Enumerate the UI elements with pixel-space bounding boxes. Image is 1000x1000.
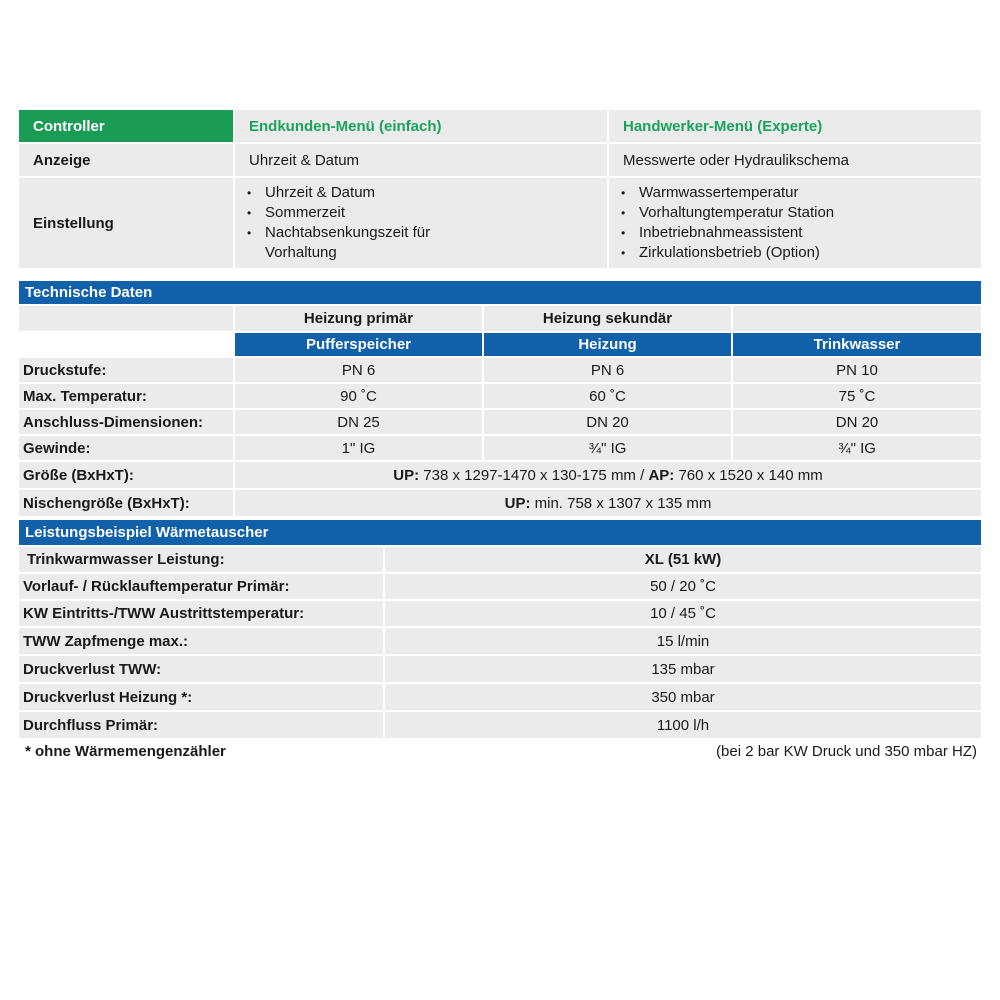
leistung-label-4: Druckverlust TWW: — [19, 656, 383, 682]
list-item: • Vorhaltungtemperatur Station — [617, 203, 834, 223]
nischengroesse-value — [235, 490, 981, 516]
group-header-heizung-sekundaer: Heizung sekundär — [484, 306, 731, 331]
subheader-trinkwasser: Trinkwasser — [733, 333, 981, 356]
leistungsbeispiel-title: Leistungsbeispiel Wärmetauscher — [19, 518, 981, 545]
leistung-label-5: Druckverlust Heizung *: — [19, 684, 383, 710]
einstellung-handwerker-list — [617, 183, 834, 263]
footnote-left: * ohne Wärmemengenzähler — [25, 743, 226, 760]
einstellung-endkunden-list — [243, 183, 445, 263]
nische-up-value: min. 758 x 1307 x 135 mm — [530, 494, 712, 512]
groesse-up-label: UP: — [393, 466, 420, 484]
anschluss-dimensionen-label: Anschluss-Dimensionen: — [19, 410, 233, 434]
max-temperatur-heizung: 60 ˚C — [484, 384, 731, 408]
tech-empty-header — [19, 306, 233, 331]
groesse-ap-label: AP: — [648, 466, 675, 484]
einstellung-label: Einstellung — [19, 178, 233, 268]
technische-daten-title: Technische Daten — [19, 279, 981, 304]
groesse-label: Größe (BxHxT): — [19, 462, 233, 488]
nische-up-label: UP: — [504, 494, 531, 512]
groesse-value — [235, 462, 981, 488]
druckstufe-trinkwasser: PN 10 — [733, 358, 981, 382]
subheader-heizung: Heizung — [484, 333, 731, 356]
leistung-value-4: 135 mbar — [385, 656, 981, 682]
anzeige-handwerker: Messwerte oder Hydraulikschema — [609, 144, 981, 176]
druckstufe-heizung: PN 6 — [484, 358, 731, 382]
list-item: • Zirkulationsbetrieb (Option) — [617, 243, 834, 263]
nischengroesse-label: Nischengröße (BxHxT): — [19, 490, 233, 516]
footnote-right: (bei 2 bar KW Druck und 350 mbar HZ) — [716, 743, 977, 760]
anschluss-heizung: DN 20 — [484, 410, 731, 434]
list-item: • Nachtabsenkungszeit für Vorhaltung — [243, 223, 445, 263]
einstellung-endkunden — [235, 178, 607, 268]
group-header-heizung-primaer: Heizung primär — [235, 306, 482, 331]
anzeige-endkunden: Uhrzeit & Datum — [235, 144, 607, 176]
list-item: • Inbetriebnahmeassistent — [617, 223, 834, 243]
leistung-label-1: Vorlauf- / Rücklauftemperatur Primär: — [19, 574, 383, 599]
list-item: • Sommerzeit — [243, 203, 445, 223]
leistung-label-0: Trinkwarmwasser Leistung: — [19, 547, 383, 572]
max-temperatur-pufferspeicher: 90 ˚C — [235, 384, 482, 408]
anschluss-trinkwasser: DN 20 — [733, 410, 981, 434]
leistung-label-6: Durchfluss Primär: — [19, 712, 383, 738]
handwerker-menu-header: Handwerker-Menü (Experte) — [609, 110, 981, 142]
leistung-value-0: XL (51 kW) — [385, 547, 981, 572]
anschluss-pufferspeicher: DN 25 — [235, 410, 482, 434]
list-item: • Warmwassertemperatur — [617, 183, 834, 203]
anzeige-label: Anzeige — [19, 144, 233, 176]
endkunden-menu-header: Endkunden-Menü (einfach) — [235, 110, 607, 142]
gewinde-trinkwasser: ¾" IG — [733, 436, 981, 460]
subheader-pufferspeicher: Pufferspeicher — [235, 333, 482, 356]
groesse-ap-value: 760 x 1520 x 140 mm — [674, 466, 823, 484]
leistung-label-3: TWW Zapfmenge max.: — [19, 628, 383, 654]
leistung-label-2: KW Eintritts-/TWW Austrittstemperatur: — [19, 601, 383, 626]
druckstufe-label: Druckstufe: — [19, 358, 233, 382]
gewinde-pufferspeicher: 1" IG — [235, 436, 482, 460]
groesse-up-value: 738 x 1297-1470 x 130-175 mm / — [419, 466, 649, 484]
leistung-value-1: 50 / 20 ˚C — [385, 574, 981, 599]
list-item: • Uhrzeit & Datum — [243, 183, 445, 203]
einstellung-handwerker — [609, 178, 981, 268]
tech-subheader-spacer — [19, 333, 233, 356]
max-temperatur-trinkwasser: 75 ˚C — [733, 384, 981, 408]
leistung-value-5: 350 mbar — [385, 684, 981, 710]
gewinde-label: Gewinde: — [19, 436, 233, 460]
controller-header: Controller — [19, 110, 233, 142]
druckstufe-pufferspeicher: PN 6 — [235, 358, 482, 382]
group-header-empty — [733, 306, 981, 331]
max-temperatur-label: Max. Temperatur: — [19, 384, 233, 408]
leistung-value-2: 10 / 45 ˚C — [385, 601, 981, 626]
leistung-value-6: 1100 l/h — [385, 712, 981, 738]
gewinde-heizung: ¾" IG — [484, 436, 731, 460]
leistung-value-3: 15 l/min — [385, 628, 981, 654]
